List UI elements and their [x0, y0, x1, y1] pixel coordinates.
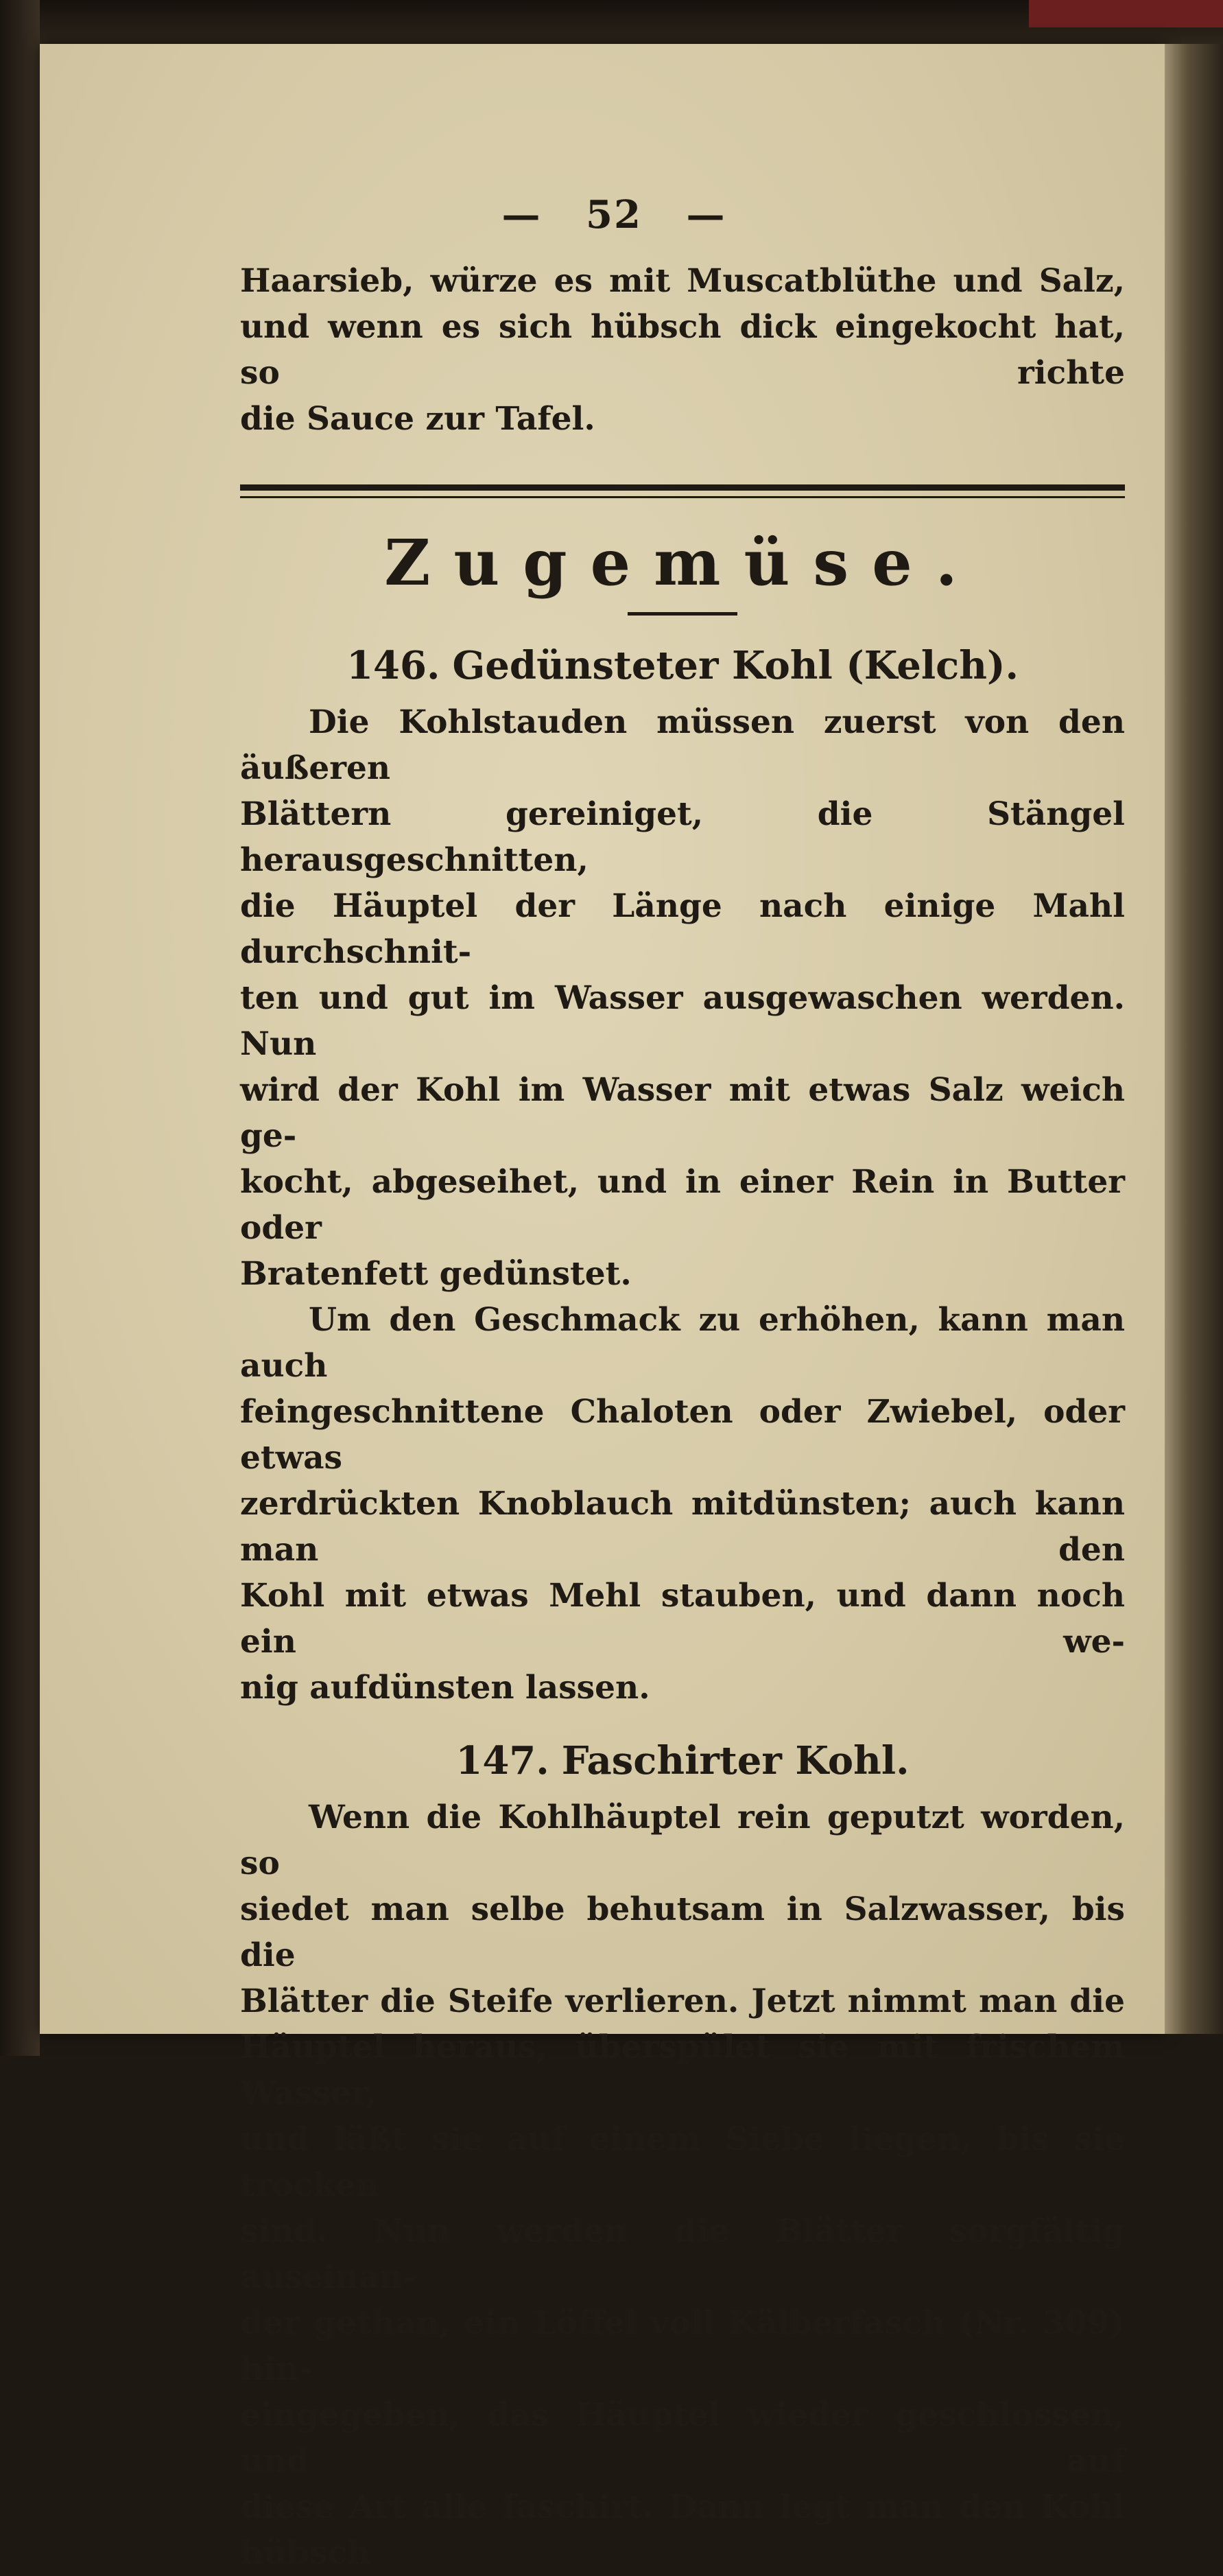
text-line: und wenn es sich hübsch dick eingekocht hat, so richte — [240, 308, 1125, 392]
recipe-number: 146. — [346, 643, 440, 688]
text-line: Um den Geschmack zu erhöhen, kann man auch — [240, 1301, 1125, 1385]
page-header — [103, 192, 1125, 237]
text-line: die Sauce zur Tafel. — [240, 400, 595, 438]
ribbon-marker — [1029, 0, 1223, 27]
text-line: Die Kohlstauden müssen zuerst von den äußeren — [240, 703, 1125, 787]
recipe-title: Faschirter Kohl. — [561, 1738, 910, 1783]
text-line: kocht, abgeseihet, und in einer Rein in Butter oder — [240, 1163, 1125, 1247]
recipe-heading — [240, 643, 1125, 688]
text-line: nig aufdünsten lassen. — [240, 1669, 650, 1707]
text-line: eingegeben, das Häuptel wieder geschlossen, und auf — [240, 2396, 1125, 2480]
header-dash-left: — — [501, 192, 542, 237]
text-line: feingeschnittene Chaloten oder Zwiebel, oder etwas — [240, 1393, 1125, 1477]
text-line: wird der Kohl im Wasser mit etwas Salz weich ge- — [240, 1071, 1125, 1155]
text-line: Kohl mit etwas Mehl stauben, und dann noch ein we- — [240, 1577, 1125, 1661]
text-line: Blättern gereiniget, die Stängel herausgeschnitten, — [240, 795, 1125, 879]
recipe-title: Gedünsteter Kohl (Kelch). — [452, 643, 1019, 688]
section-divider-thick — [240, 484, 1125, 491]
section-title: Zugemüse. — [384, 526, 981, 600]
header-dash-right: — — [686, 192, 726, 237]
text-line: Blätter die Steife verlieren. Jetzt nimmt man die — [240, 1982, 1125, 2020]
recipe-paragraph — [240, 699, 1125, 1297]
page-content — [240, 192, 1125, 2576]
text-line: Wenn die Kohlhäuptel rein geputzt worden, so — [240, 1799, 1125, 1882]
section-divider-thin — [240, 496, 1125, 498]
book-spine — [0, 0, 40, 2056]
text-line: siedet man selbe behutsam in Salzwasser, bis die — [240, 1890, 1125, 1974]
recipe-heading — [240, 1738, 1125, 1783]
recipe-paragraph — [240, 1794, 1125, 2576]
text-line: Haarsieb, würze es mit Muscatblüthe und Salz, — [240, 262, 1125, 300]
intro-paragraph — [240, 258, 1125, 442]
text-line: die Häuptel der Länge nach einige Mahl durchschnit- — [240, 887, 1125, 971]
text-line: der gethan, ein Löffel voll Kälberfasch (Nr. 309) hin- — [240, 2304, 1125, 2388]
text-line: und läßt sie auf einem Siebe liegen, bis sie trocken — [240, 2120, 1125, 2204]
text-line: diese Art alle faschirt. Dann legt man den Kohl hübsch — [240, 2488, 1125, 2572]
text-line: Häuptel heraus, überspület sie mit frischem Wasser, — [240, 2028, 1125, 2112]
recipe-paragraph — [240, 1297, 1125, 1711]
text-line: ten und gut im Wasser ausgewaschen werden. Nun — [240, 979, 1125, 1063]
text-line: Bratenfett gedünstet. — [240, 1255, 632, 1293]
page-edge — [1165, 44, 1223, 2034]
section-title-underline — [628, 612, 737, 616]
text-line: zerdrückten Knoblauch mitdünsten; auch kann man den — [240, 1485, 1125, 1569]
recipe-number: 147. — [455, 1738, 549, 1783]
recipe-147 — [240, 1738, 1125, 2576]
page-number: 52 — [586, 192, 642, 237]
recipe-146 — [240, 643, 1125, 1711]
text-line: sind. Nun werden die Blätter sorgfältig auseinan- — [240, 2212, 1125, 2296]
